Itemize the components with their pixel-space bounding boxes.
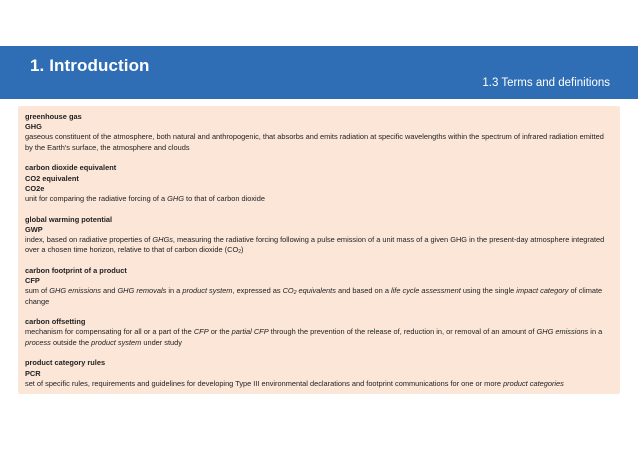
- term-carbon-offsetting: [25, 317, 612, 348]
- term-pcr: [25, 358, 612, 389]
- term-name: carbon offsetting: [25, 317, 86, 327]
- term-greenhouse-gas: [25, 112, 612, 153]
- term-definition: index, based on radiative properties of GHGs, measuring the radiative forcing following a pulse emission of a unit mass of a given GHG in the present-day atmosphere integrated over a chosen time horizon, relative to that of carbon dioxide $(CO_2)$: [25, 235, 605, 256]
- term-name: product category rules: [25, 358, 106, 368]
- term-name: greenhouse gas: [25, 112, 82, 121]
- term-abbr: GWP: [25, 224, 43, 234]
- definitions-panel: [18, 106, 620, 394]
- term-definition: sum of GHG emissions and GHG removals in a product system, expressed as $CO_2$ equivalents and based on a life cycle assessment using the single impact category of climate change: [25, 286, 603, 306]
- header-banner: [0, 46, 638, 99]
- term-name: carbon footprint of a product: [25, 265, 127, 275]
- term-gwp: [25, 215, 612, 256]
- term-abbr: PCR: [25, 368, 41, 378]
- term-name: carbon dioxide equivalent: [25, 163, 117, 173]
- term-abbr: CFP: [25, 276, 40, 286]
- term-abbr: CO2 equivalent: [25, 173, 79, 183]
- term-definition: gaseous constituent of the atmosphere, both natural and anthropogenic, that absorbs and emits radiation at specific wavelengths within the spectrum of infrared radiation emitted by the Earth's surface, the atmosphere and clouds: [25, 132, 604, 152]
- term-cfp: [25, 266, 612, 307]
- term-abbr-alt: CO2e: [25, 183, 45, 193]
- term-definition: set of specific rules, requirements and guidelines for developing Type III environmental declarations and footprint communications for one or more product categories: [25, 378, 564, 388]
- page-title: 1. Introduction: [30, 56, 150, 75]
- term-definition: mechanism for compensating for all or a part of the CFP or the partial CFP through the prevention of the release of, reduction in, or removal of an amount of GHG emissions in a process outside the product system under study: [25, 327, 603, 347]
- term-definition: unit for comparing the radiative forcing of a GHG to that of carbon dioxide: [25, 193, 265, 203]
- term-name: global warming potential: [25, 214, 113, 224]
- term-abbr: GHG: [25, 122, 42, 132]
- section-subtitle: 1.3 Terms and definitions: [482, 77, 610, 89]
- term-co2-equivalent: [25, 163, 612, 204]
